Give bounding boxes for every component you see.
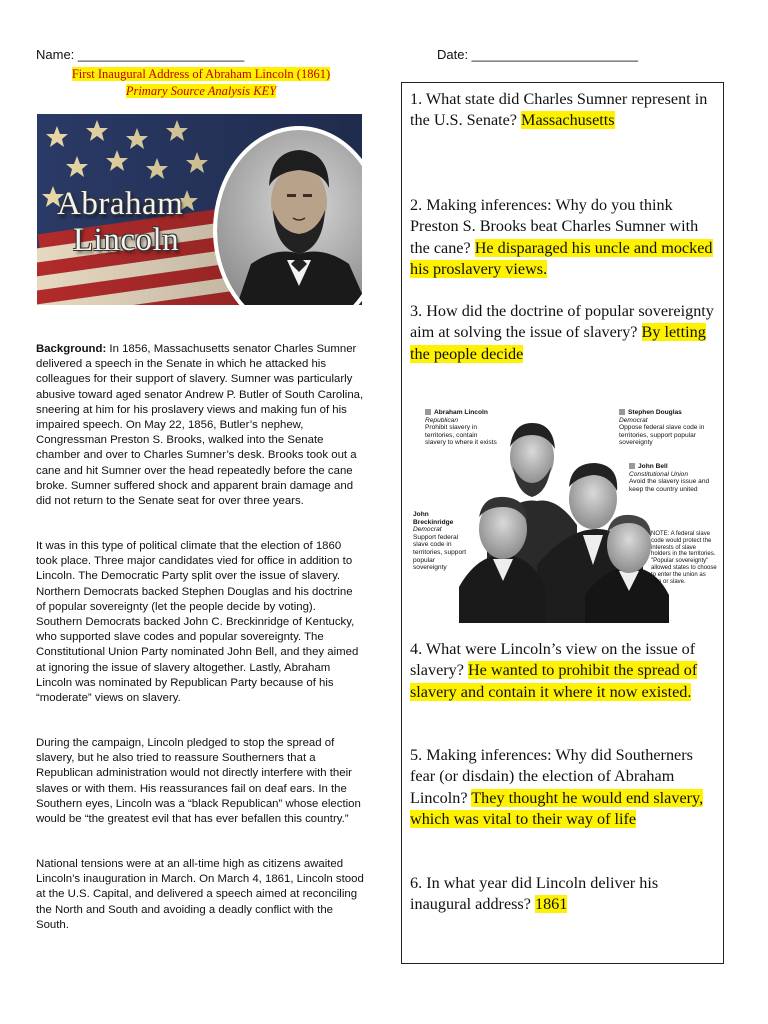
answer-text: 1861 <box>534 895 568 914</box>
name-field[interactable]: Name: _______________________ <box>36 47 245 62</box>
question-text: 3. How did the doctrine of popular sovereignty aim at solving the issue of slavery? <box>410 302 714 342</box>
candidate-party: Republican <box>425 416 458 424</box>
date-field[interactable]: Date: _______________________ <box>437 47 638 62</box>
questions-box <box>401 82 724 964</box>
candidate-name: Abraham Lincoln <box>434 409 488 416</box>
question-text: 4. What were Lincoln’s view on the issue of slavery? <box>410 640 696 680</box>
question-text: 2. Making inferences: Why do you think Preston S. Brooks beat Charles Sumner with the cane? <box>410 196 699 257</box>
label-bell <box>629 463 717 493</box>
answer-text: Massachusetts <box>521 111 615 130</box>
lincoln-banner-image <box>37 114 362 305</box>
candidate-name: John Breckinridge <box>413 511 454 526</box>
election-text: It was in this type of political climate that the election of 1860 took place. Three major candidates vied for office in addition to Lincoln. The Democratic Party split over the issue of slavery. Northern Democrats backed Stephen Douglas and his doctrine of popular sovereignty (let the people decide by voting). Southern Democrats backed John C. Breckinridge of Kentucky, who supported slave codes and popular sovereignty. The Constitutional Union Party nominated John Bell, and they aimed at ignoring the issue of slavery altogether. Lastly, Abraham Lincoln was nominated by Republican Party because of his “moderate” views on slavery. <box>36 540 359 705</box>
label-douglas <box>619 409 719 447</box>
candidate-position: Support federal slave code in territories, support popular sovereignty <box>413 533 467 572</box>
tensions-paragraph <box>36 857 364 933</box>
document-title: First Inaugural Address of Abraham Lincoln (1861) <box>71 67 331 81</box>
slave-code-note: NOTE: A federal slave code would protect the interests of slave holders in the territories. "Popular sovereignty" allowed states to choose to enter the union as free or slave. <box>651 531 717 585</box>
legend-square-icon <box>425 409 431 415</box>
question-1 <box>410 89 718 132</box>
candidate-name: John Bell <box>638 463 668 470</box>
answer-text: He disparaged his uncle and mocked his proslavery views. <box>410 238 713 278</box>
question-5 <box>410 745 718 830</box>
question-3 <box>410 301 718 365</box>
answer-text: They thought he would end slavery, which was vital to their way of life <box>410 788 704 828</box>
candidate-position: Avoid the slavery issue and keep the country united <box>629 478 710 493</box>
candidate-party: Constitutional Union <box>629 470 689 478</box>
answer-text: He wanted to prohibit the spread of slavery and contain it where it now existed. <box>410 661 698 701</box>
background-text: In 1856, Massachusetts senator Charles Sumner delivered a speech in the Senate in which he attacked his colleagues for their support of slavery. Sumner was particularly abusive toward aged senator Andrew P. Butler of South Carolina, sneering at him for his proslavery views and making fun of his impaired speech. On May 22, 1856, Butler’s nephew, Congressman Preston S. Brooks, walked into the Senate chamber and over to Charles Sumner’s desk. Brooks took out a cane and hit Sumner over the head repeatedly before the cane broke. Sumner suffered shock and apparent brain damage and did not return to the Senate seat for over three years. <box>36 343 364 508</box>
answer-text: By letting the people decide <box>410 323 706 363</box>
tensions-text: National tensions were at an all-time high as citizens awaited Lincoln’s inauguration in March. On March 4, 1861, Lincoln stood at the U.S. Capital, and delivered a speech aimed at reconciling the North and South and avoiding a deadly conflict with the South. <box>36 858 364 931</box>
legend-square-icon <box>629 463 635 469</box>
candidate-position: Oppose federal slave code in territories, support popular sovereignty <box>619 424 705 447</box>
candidates-1860-graphic <box>407 405 720 623</box>
document-subtitle: Primary Source Analysis KEY <box>125 84 277 98</box>
question-2 <box>410 195 718 280</box>
title-block <box>36 66 366 100</box>
candidate-name: Stephen Douglas <box>628 409 682 416</box>
question-4 <box>410 639 718 703</box>
question-6 <box>410 873 718 916</box>
banner-text-lincoln: Lincoln <box>73 222 180 258</box>
question-text: 6. In what year did Lincoln deliver his inaugural address? <box>410 874 659 914</box>
banner-text-abraham: Abraham <box>57 186 184 222</box>
question-text: 5. Making inferences: Why did Southerners fear (or disdain) the election of Abraham Lincoln? <box>410 746 693 807</box>
background-label: Background: <box>36 343 107 355</box>
candidate-party: Democrat <box>619 416 648 424</box>
legend-square-icon <box>619 409 625 415</box>
label-lincoln <box>425 409 497 447</box>
background-paragraph <box>36 342 364 509</box>
election-paragraph <box>36 539 364 706</box>
campaign-paragraph <box>36 736 364 827</box>
candidate-position: Prohibit slavery in territories, contain slavery to where it exists <box>425 424 497 447</box>
question-text: 1. What state did Charles Sumner represent in the U.S. Senate? <box>410 90 708 130</box>
campaign-text: During the campaign, Lincoln pledged to stop the spread of slavery, but he also tried to reassure Southerners that a Republican administration would not directly interfere with their slaves or with them. His reassurances fail on deaf ears. In the Southern eyes, Lincoln was a “black Republican” whose election would be “the greatest evil that has ever befallen this country.” <box>36 737 361 826</box>
candidate-party: Democrat <box>413 526 442 534</box>
label-breckinridge <box>413 511 469 572</box>
